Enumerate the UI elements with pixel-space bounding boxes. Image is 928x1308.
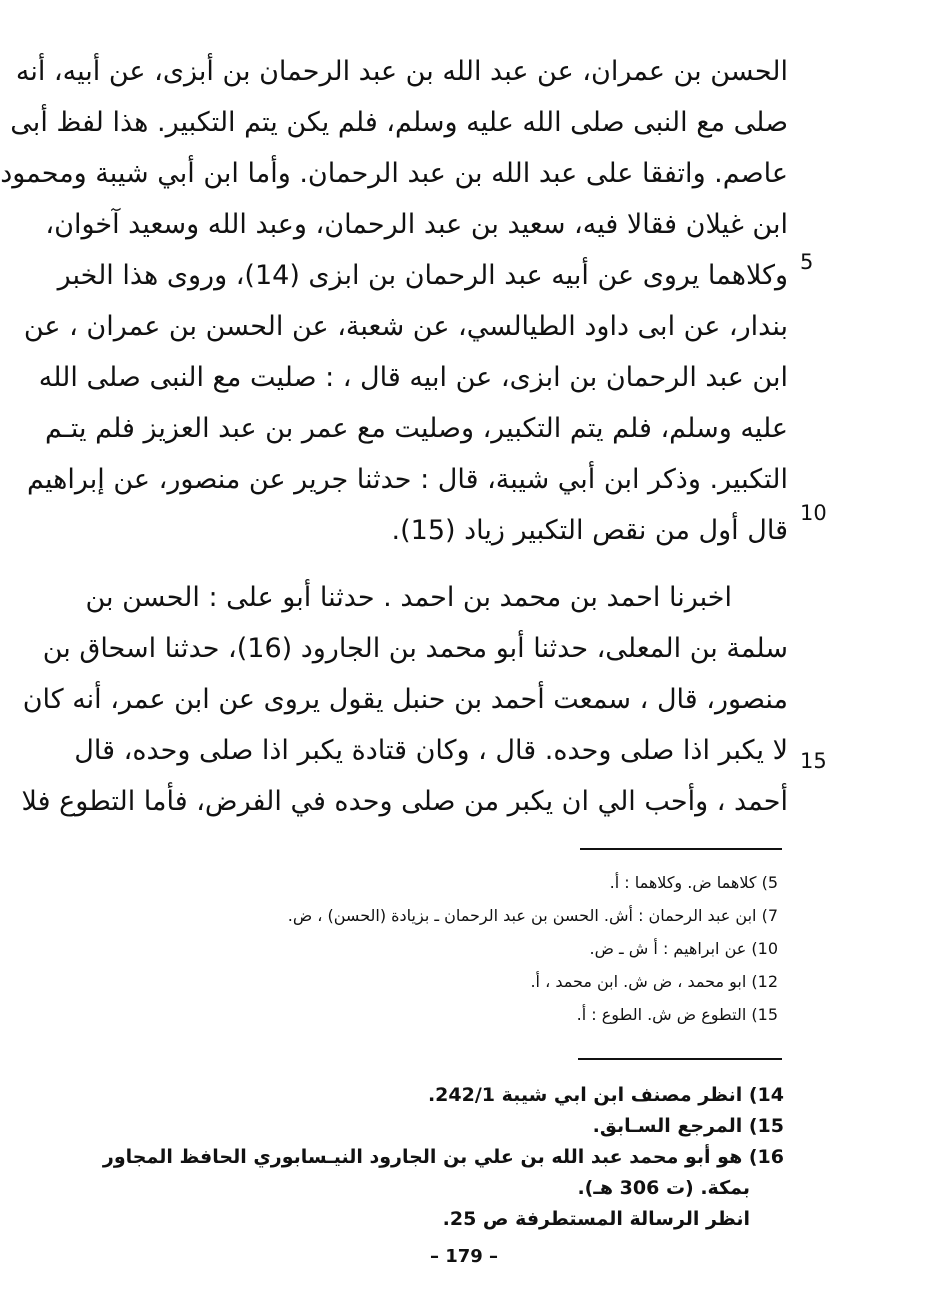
text-line: التكبير. وذكر ابن أبي شيبة، قال : حدثنا جرير عن منصور، عن إبراهيم	[27, 464, 788, 495]
footnote: 16) هو أبو محمد عبد الله بن علي بن الجارود النيـسابوري الحافظ المجاور	[102, 1146, 784, 1168]
footnote: 15) المرجع السـابق.	[592, 1115, 784, 1137]
text-line: سلمة بن المعلى، حدثنا أبو محمد بن الجارود (16)، حدثنا اسحاق بن	[42, 633, 788, 664]
footnote: 14) انظر مصنف ابن ابي شيبة 242/1.	[427, 1084, 784, 1106]
line-number: 10	[800, 501, 827, 525]
footnote-continuation: بمكة. (ت 306 هـ).	[577, 1177, 750, 1199]
line-number: 15	[800, 749, 827, 773]
main-text	[0, 46, 788, 827]
text-line: الحسن بن عمران، عن عبد الله بن عبد الرحمان بن أبزى، عن أبيه، أنه	[15, 56, 788, 87]
variant-note: 12) ابو محمد ، ض ش. ابن محمد ، أ.	[530, 972, 778, 991]
page-number: – 179 –	[429, 1246, 499, 1267]
text-line: اخبرنا احمد بن محمد بن احمد . حدثنا أبو على : الحسن بن	[85, 582, 732, 613]
line-number: 5	[800, 250, 814, 274]
variant-note: 5) كلاهما ض. وكلاهما : أ.	[609, 873, 778, 892]
text-line: عاصم. واتفقا على عبد الله بن عبد الرحمان. وأما ابن أبي شيبة ومحمود	[0, 158, 788, 189]
variant-note: 7) ابن عبد الرحمان : أش. الحسن بن عبد الرحمان ـ بزيادة (الحسن) ، ض.	[287, 906, 778, 925]
text-line: وكلاهما يروى عن أبيه عبد الرحمان بن ابزى (14)، وروى هذا الخبر	[57, 260, 788, 291]
text-line: منصور، قال ، سمعت أحمد بن حنبل يقول يروى عن ابن عمر، أنه كان	[22, 684, 788, 715]
variants-separator	[580, 848, 782, 850]
text-line: بندار، عن ابى داود الطيالسي، عن شعبة، عن الحسن بن عمران ، عن	[23, 311, 788, 342]
footnotes	[102, 1080, 784, 1235]
variant-notes	[218, 866, 778, 1031]
text-line: قال أول من نقص التكبير زياد (15).	[391, 515, 788, 546]
text-line: ابن عبد الرحمان بن ابزى، عن ابيه قال ، : صليت مع النبى صلى الله	[38, 362, 788, 393]
text-line: صلى مع النبى صلى الله عليه وسلم، فلم يكن يتم التكبير. هذا لفظ أبى	[10, 107, 788, 138]
text-line: أحمد ، وأحب الي ان يكبر من صلى وحده في الفرض، فأما التطوع فلا	[21, 786, 788, 817]
paragraph-gap	[118, 556, 788, 572]
footnote-continuation: انظر الرسالة المستطرفة ص 25.	[442, 1208, 750, 1230]
variant-note: 10) عن ابراهيم : أ ش ـ ض.	[589, 939, 778, 958]
text-line: ابن غيلان فقالا فيه، سعيد بن عبد الرحمان، وعبد الله وسعيد آخوان،	[45, 209, 788, 240]
text-line: عليه وسلم، فلم يتم التكبير، وصليت مع عمر بن عبد العزيز فلم يتـم	[44, 413, 788, 444]
text-line: لا يكبر اذا صلى وحده. قال ، وكان قتادة يكبر اذا صلى وحده، قال	[74, 735, 788, 766]
footnotes-separator	[578, 1058, 782, 1060]
variant-note: 15) التطوع ض ش. الطوع : أ.	[576, 1005, 778, 1024]
